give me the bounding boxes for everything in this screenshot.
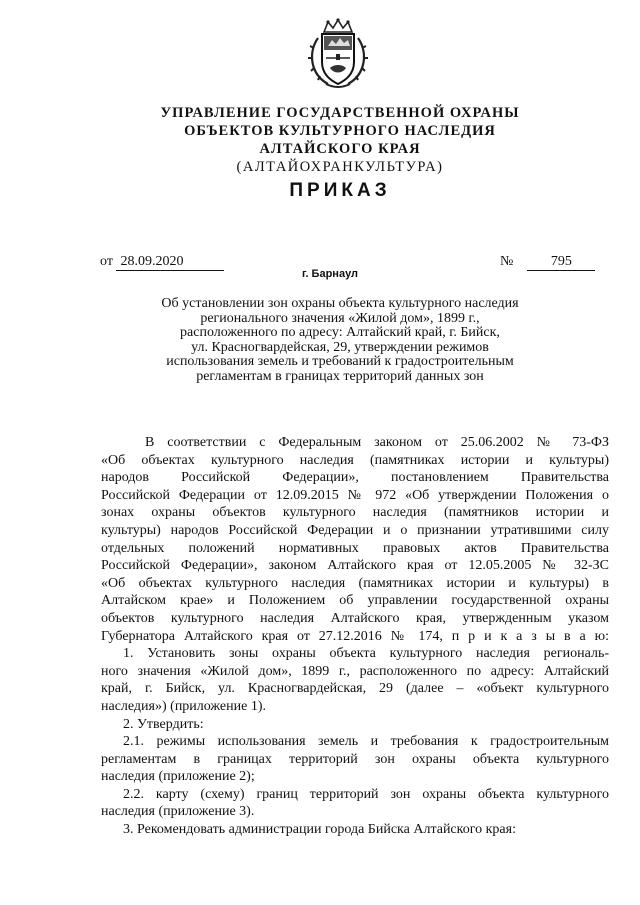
body-line: культуры) народов Российской Федерации и о признании утратившими силу xyxy=(101,522,609,538)
document-type-title: ПРИКАЗ xyxy=(289,180,391,201)
body-line: регламентам в границах территорий зон охраны объекта культурного xyxy=(101,751,609,767)
body-line: Губернатора Алтайского края от 27.12.2016 № 174, п р и к а з ы в а ю: xyxy=(101,628,609,644)
body-line: 1. Установить зоны охраны объекта культурного наследия региональ- xyxy=(123,646,609,662)
subject-line: ул. Красногвардейская, 29, утверждении режимов xyxy=(191,339,489,355)
body-line: народов Российской Федерации», постановлением Правительства xyxy=(101,470,609,486)
order-number-line xyxy=(500,254,595,271)
organization-name-line-1: УПРАВЛЕНИЕ ГОСУДАРСТВЕННОЙ ОХРАНЫ xyxy=(160,105,520,121)
body-line: 2.2. карту (схему) границ территорий зон охраны объекта культурного xyxy=(123,786,609,802)
order-subject xyxy=(120,297,560,384)
body-line: Российской Федерации», законом Алтайского края от 12.05.2005 № 32-ЗС xyxy=(101,558,609,574)
subject-line: использования земель и требований к градостроительным xyxy=(166,354,514,369)
body-line: наследия») (приложение 1). xyxy=(101,698,266,714)
order-date-line xyxy=(100,254,224,271)
number-prefix: № xyxy=(500,254,514,269)
body-line: «Об объектах культурного наследия (памятниках истории и культуры) в xyxy=(101,575,609,591)
order-date: 28.09.2020 xyxy=(116,254,224,271)
city-label: г. Барнаул xyxy=(301,268,359,280)
subject-line: регионального значения «Жилой дом», 1899 г., xyxy=(200,310,480,326)
organization-short-name: (АЛТАЙОХРАНКУЛЬТУРА) xyxy=(236,159,444,175)
organization-name-line-3: АЛТАЙСКОГО КРАЯ xyxy=(259,141,421,157)
body-line: 2.1. режимы использования земель и требования к градостроительным xyxy=(123,734,609,750)
date-prefix: от xyxy=(100,254,113,269)
order-number: 795 xyxy=(527,254,595,271)
body-line: отдельных положений нормативных правовых актов Правительства xyxy=(101,540,609,556)
subject-line: Об установлении зон охраны объекта культурного наследия xyxy=(161,296,519,311)
body-line: наследия (приложение 2); xyxy=(101,769,255,785)
body-line: край, г. Бийск, ул. Красногвардейская, 29 (далее – «объект культурного xyxy=(101,681,609,697)
body-line: 2. Утвердить: xyxy=(123,716,204,732)
subject-line: регламентам в границах территорий данных зон xyxy=(196,368,484,384)
body-line: Российской Федерации от 12.09.2015 № 972 «Об утверждении Положения о xyxy=(101,487,609,503)
subject-line: расположенного по адресу: Алтайский край, г. Бийск, xyxy=(180,325,500,340)
order-body xyxy=(101,434,609,839)
body-line: 3. Рекомендовать администрации города Бийска Алтайского края: xyxy=(123,822,516,838)
body-line: объектов культурного наследия Алтайского края, утвержденным указом xyxy=(101,610,609,626)
body-line: наследия (приложение 3). xyxy=(101,804,255,820)
body-line: зонах охраны объектов культурного наследия (памятников истории и xyxy=(101,505,609,521)
body-line: Алтайском крае» и Положением об управлении государственной охраны xyxy=(101,593,609,609)
body-line: «Об объектах культурного наследия (памятниках истории и культуры) xyxy=(101,452,609,468)
body-line: ного значения «Жилой дом», 1899 г., расположенного по адресу: Алтайский xyxy=(101,663,609,679)
body-line: В соответствии с Федеральным законом от 25.06.2002 № 73-ФЗ xyxy=(145,435,609,450)
coat-of-arms-emblem xyxy=(306,18,370,92)
organization-name-line-2: ОБЪЕКТОВ КУЛЬТУРНОГО НАСЛЕДИЯ xyxy=(184,123,496,139)
